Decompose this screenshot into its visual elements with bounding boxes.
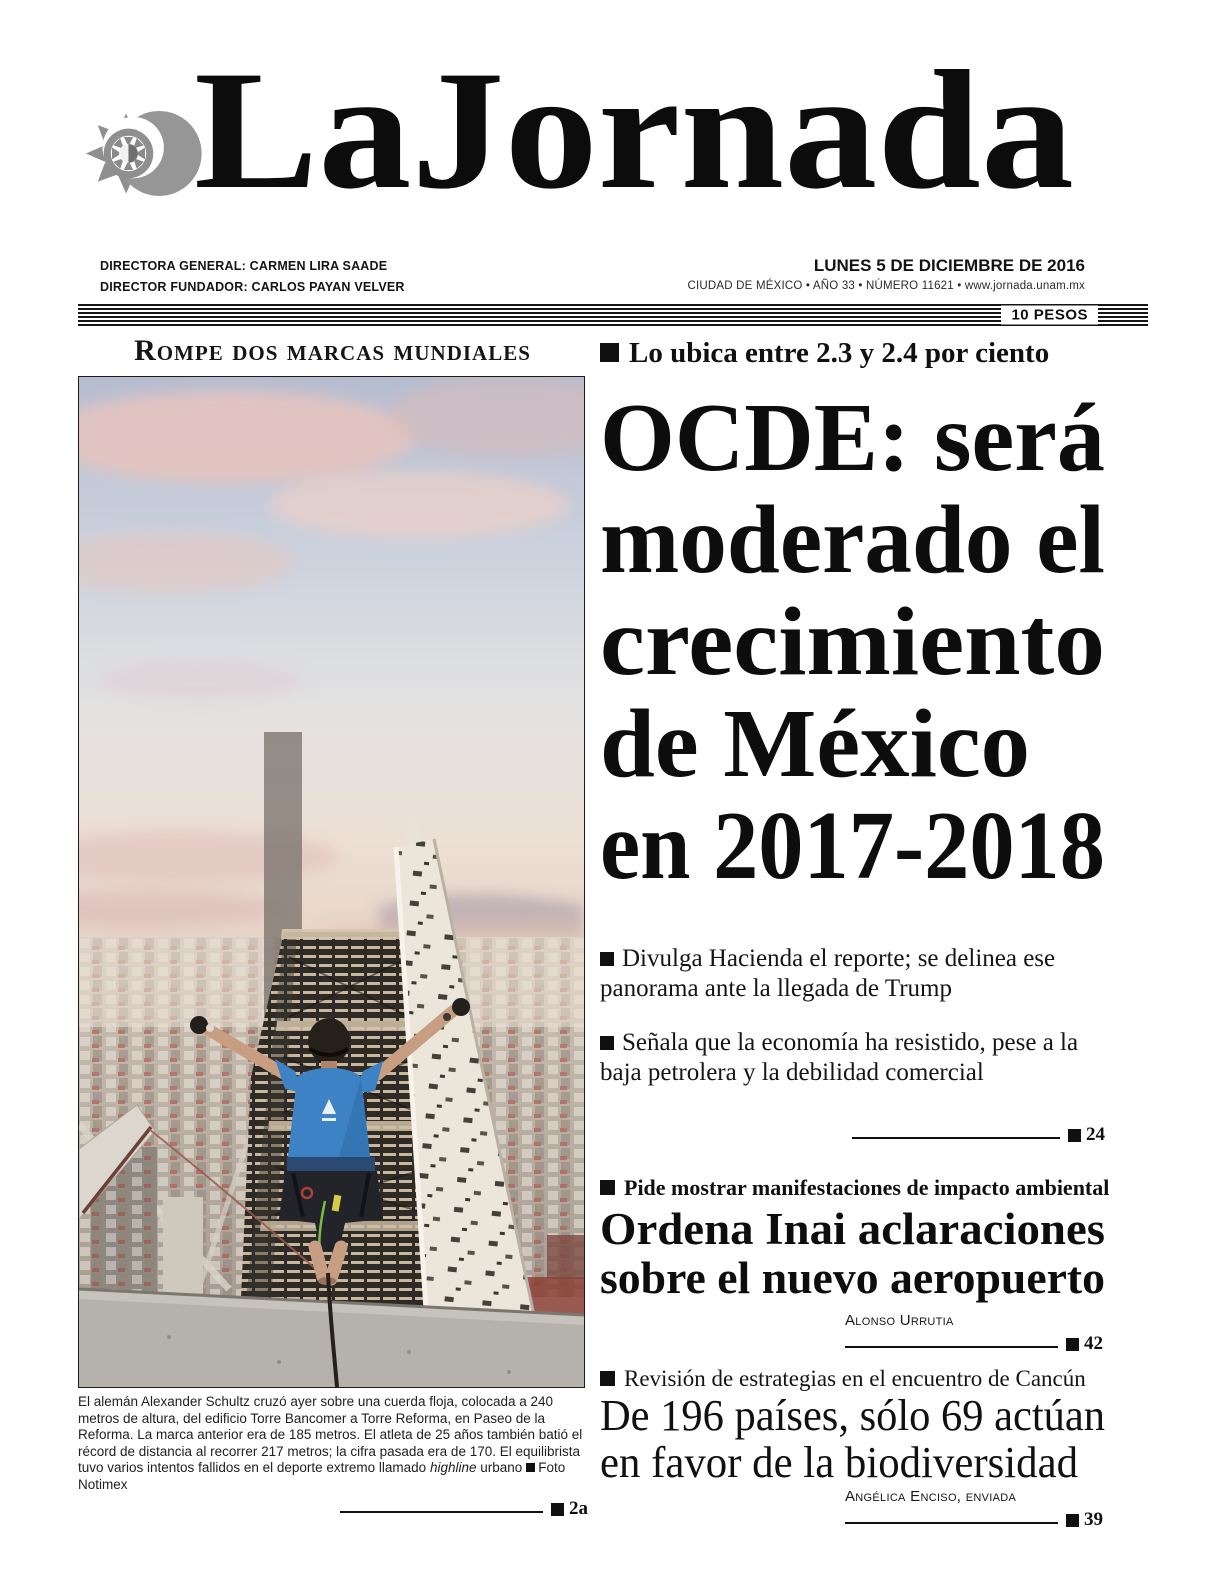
biodiversity-story-headline [598,1394,1118,1494]
caption-text: El alemán Alexander Schultz cruzó ayer sobre una cuerda floja, colocada a 240 metros de altura, del edificio Torre Bancomer a Torre Reforma, en Paseo de la Reforma. La marca anterior era de 185 metros. El atleta de 25 años también batió el récord de distancia al recorrer 217 metros; la cifra pasada era de 170. El equilibrista tuvo varios intentos fallidos en el deporte extremo llamado [78,1394,583,1475]
dateline [600,256,1085,292]
biodiversity-story-pageref [845,1509,1103,1531]
headline-line: sobre el nuevo aeropuerto [600,1253,1105,1303]
headline-line: De 196 países, sólo 69 actúan [600,1394,1105,1440]
photo-credit: Foto Notimex [78,1460,566,1492]
staff-lines [100,256,405,298]
headline-line: Ordena Inai aclaraciones [600,1206,1105,1254]
lead-story-headline [598,390,1113,910]
photo-story-pageref [340,1498,588,1520]
airport-story-kicker [600,1175,1115,1201]
headline-line: en 2017-2018 [600,792,1105,899]
caption-tail: urbano [476,1460,523,1475]
airport-story-byline-block [845,1312,1103,1355]
bullet-square-icon [600,1371,615,1386]
pageref-rule [845,1522,1058,1524]
airport-kicker-text: Pide mostrar manifestaciones de impacto ambiental [624,1175,1110,1200]
lead-kicker-text: Lo ubica entre 2.3 y 2.4 por ciento [629,337,1050,369]
bullet-square-icon [600,1180,615,1195]
la-jornada-sun-logo [86,92,204,222]
director-general-line: DIRECTORA GENERAL: CARMEN LIRA SAADE [100,259,388,273]
pageref-rule [845,1346,1058,1348]
bullet-square-icon [600,343,619,362]
caption-italic-term: highline [429,1460,477,1475]
byline: Angélica Enciso, enviada [845,1488,1017,1505]
bullet-text: Divulga Hacienda el reporte; se delinea ese panorama ante la llegada de Trump [600,945,1056,1002]
headline-line: crecimiento [600,588,1105,695]
biodiversity-kicker-text: Revisión de estrategias en el encuentro de Cancún [624,1366,1086,1391]
bullet-square-icon [600,1036,614,1050]
byline: Alonso Urrutia [845,1312,954,1329]
photo-story-kicker: Rompe dos marcas mundiales [134,334,531,367]
pageref-number: 42 [1084,1333,1103,1354]
bullet-square-icon [551,1503,564,1516]
lead-story-pageref [852,1124,1105,1146]
bullet-square-icon [1066,1338,1079,1351]
dusk-sky [79,377,584,972]
price-label: 10 PESOS [1001,306,1098,325]
masthead-title-text: LaJornada [194,66,1074,224]
pageref-rule [340,1511,543,1513]
lead-story-bullet-2 [600,1028,1116,1088]
headline-line: OCDE: será [600,390,1105,491]
airport-story-pageref [845,1333,1103,1355]
biodiversity-story-kicker [600,1366,1115,1392]
bullet-text: Señala que la economía ha resistido, pese a la baja petrolera y la debilidad comercial [600,1029,1079,1086]
lead-story-kicker [600,337,1115,370]
masthead-title [192,66,1087,251]
headline-line: de México [600,690,1030,797]
bullet-square-icon [600,952,614,966]
bullet-square-icon [1068,1129,1081,1142]
lead-story-bullet-1 [600,944,1116,1004]
airport-story-headline [598,1206,1113,1308]
pageref-rule [852,1137,1060,1139]
pageref-number: 2a [569,1498,588,1519]
bullet-square-icon [1066,1514,1079,1527]
pageref-number: 39 [1084,1509,1103,1530]
pageref-number: 24 [1086,1124,1105,1145]
director-fundador-line: DIRECTOR FUNDADOR: CARLOS PAYAN VELVER [100,280,405,294]
headline-line: moderado el [600,486,1105,593]
front-page-photo [78,376,585,1388]
price-rules-band [78,304,1148,326]
highline-walker-photo-illustration [79,377,584,1387]
edition-date: LUNES 5 DE DICIEMBRE DE 2016 [813,256,1085,275]
biodiversity-story-byline-block [845,1488,1103,1531]
edition-issue-info: CIUDAD DE MÉXICO • AÑO 33 • NÚMERO 11621 • www.jornada.unam.mx [687,280,1085,292]
eclipse-sun-icon [86,92,204,222]
bullet-square-icon [526,1463,535,1472]
headline-line: en favor de la biodiversidad [600,1438,1078,1487]
photo-caption [78,1394,588,1493]
